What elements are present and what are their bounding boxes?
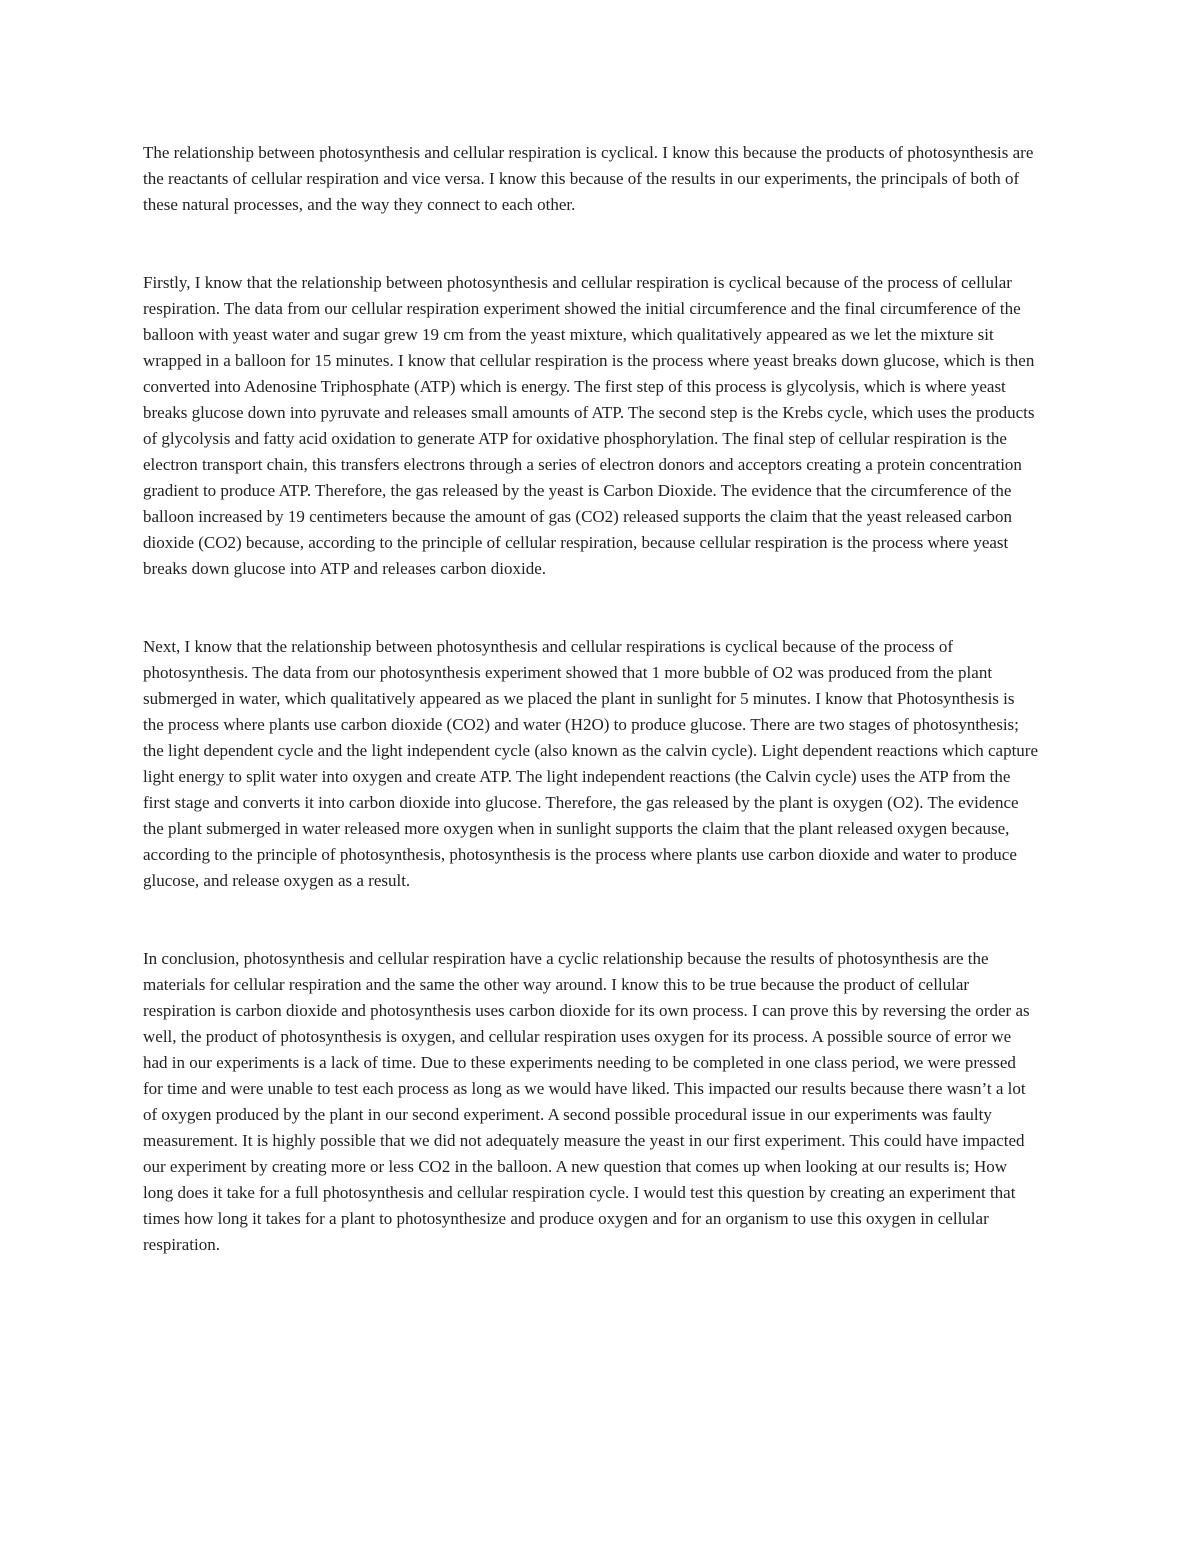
photosynthesis-paragraph: Next, I know that the relationship between photosynthesis and cellular respirations is cyclical because of the process of photosynthesis. The data from our photosynthesis experiment showed that 1 more bubble of O2 was produced from the plant submerged in water, which qualitatively appeared as we placed the plant in sunlight for 5 minutes. I know that Photosynthesis is the process where plants use carbon dioxide (CO2) and water (H2O) to produce glucose. There are two stages of photosynthesis; the light dependent cycle and the light independent cycle (also known as the calvin cycle). Light dependent reactions which capture light energy to split water into oxygen and create ATP. The light independent reactions (the Calvin cycle) uses the ATP from the first stage and converts it into carbon dioxide into glucose. Therefore, the gas released by the plant is oxygen (O2). The evidence the plant submerged in water released more oxygen when in sunlight supports the claim that the plant released oxygen because, according to the principle of photosynthesis, photosynthesis is the process where plants use carbon dioxide and water to produce glucose, and release oxygen as a result.: [143, 637, 1039, 890]
cellular-respiration-paragraph: Firstly, I know that the relationship between photosynthesis and cellular respiration is cyclical because of the process of cellular respiration. The data from our cellular respiration experiment showed the initial circumference and the final circumference of the balloon with yeast water and sugar grew 19 cm from the yeast mixture, which qualitatively appeared as we let the mixture sit wrapped in a balloon for 15 minutes. I know that cellular respiration is the process where yeast breaks down glucose, which is then converted into Adenosine Triphosphate (ATP) which is energy. The first step of this process is glycolysis, which is where yeast breaks glucose down into pyruvate and releases small amounts of ATP. The second step is the Krebs cycle, which uses the products of glycolysis and fatty acid oxidation to generate ATP for oxidative phosphorylation. The final step of cellular respiration is the electron transport chain, this transfers electrons through a series of electron donors and acceptors creating a protein concentration gradient to produce ATP. Therefore, the gas released by the yeast is Carbon Dioxide. The evidence that the circumference of the balloon increased by 19 centimeters because the amount of gas (CO2) released supports the claim that the yeast released carbon dioxide (CO2) because, according to the principle of cellular respiration, because cellular respiration is the process where yeast breaks down glucose into ATP and releases carbon dioxide.: [143, 273, 1035, 578]
document-body: [143, 140, 1038, 1258]
conclusion-paragraph: In conclusion, photosynthesis and cellular respiration have a cyclic relationship because the results of photosynthesis are the materials for cellular respiration and the same the other way around. I know this to be true because the product of cellular respiration is carbon dioxide and photosynthesis uses carbon dioxide for its own process. I can prove this by reversing the order as well, the product of photosynthesis is oxygen, and cellular respiration uses oxygen for its process. A possible source of error we had in our experiments is a lack of time. Due to these experiments needing to be completed in one class period, we were pressed for time and were unable to test each process as long as we would have liked. This impacted our results because there wasn’t a lot of oxygen produced by the plant in our second experiment. A second possible procedural issue in our experiments was faulty measurement. It is highly possible that we did not adequately measure the yeast in our first experiment. This could have impacted our experiment by creating more or less CO2 in the balloon. A new question that comes up when looking at our results is; How long does it take for a full photosynthesis and cellular respiration cycle. I would test this question by creating an experiment that times how long it takes for a plant to photosynthesize and produce oxygen and for an organism to use this oxygen in cellular respiration.: [143, 949, 1030, 1254]
intro-paragraph: The relationship between photosynthesis and cellular respiration is cyclical. I know this because the products of photosynthesis are the reactants of cellular respiration and vice versa. I know this because of the results in our experiments, the principals of both of these natural processes, and the way they connect to each other.: [143, 143, 1034, 214]
